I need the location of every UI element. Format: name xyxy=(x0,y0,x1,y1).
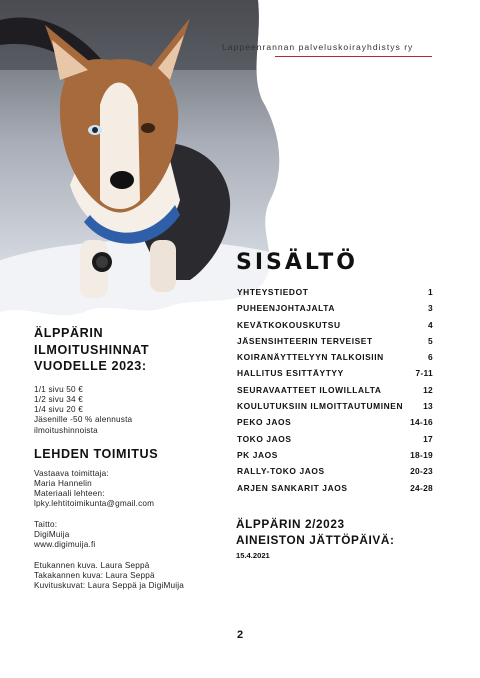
toc-page: 13 xyxy=(423,401,433,412)
table-of-contents xyxy=(237,287,433,499)
toc-page: 17 xyxy=(423,433,433,444)
toc-row xyxy=(237,434,433,450)
toc-page: 20-23 xyxy=(410,466,433,477)
toc-page: 24-28 xyxy=(410,482,433,493)
credit-line: Etukannen kuva. Laura Seppä xyxy=(34,560,150,570)
editorial-line: Materiaali lehteen: xyxy=(34,489,105,499)
toc-page: 12 xyxy=(423,384,433,395)
ad-prices-title-2: ILMOITUSHINNAT xyxy=(34,342,150,357)
ad-prices-title-3: VUODELLE 2023: xyxy=(34,359,147,373)
deadline-title-1: ÄLPPÄRIN 2/2023 xyxy=(236,517,345,531)
editorial-line: Maria Hannelin xyxy=(34,478,92,488)
toc-row xyxy=(237,483,433,499)
credit-line: Kuvituskuvat: Laura Seppä ja DigiMuija xyxy=(34,581,185,591)
price-line: 1/4 sivu 20 € xyxy=(34,405,84,415)
toc-label: KEVÄTKOKOUSKUTSU xyxy=(237,319,341,330)
toc-label: PUHEENJOHTAJALTA xyxy=(237,303,336,314)
editorial-email: lpky.lehtitoimikunta@gmail.com xyxy=(34,499,155,509)
toc-label: HALLITUS ESITTÄYTYY xyxy=(237,368,344,379)
credit-line: Takakannen kuva: Laura Seppä xyxy=(34,570,155,580)
editorial-title: LEHDEN TOIMITUS xyxy=(34,447,159,461)
toc-row xyxy=(237,417,433,433)
editorial-line: Vastaava toimittaja: xyxy=(34,468,109,478)
ad-prices-section xyxy=(34,325,224,436)
toc-page: 1 xyxy=(428,287,433,297)
editorial-section xyxy=(34,446,224,591)
price-line: ilmoitushinnoista xyxy=(34,425,98,435)
toc-label: ARJEN SANKARIT JAOS xyxy=(237,482,348,493)
page-number: 2 xyxy=(236,629,244,641)
toc-row xyxy=(237,352,433,368)
toc-page: 4 xyxy=(428,319,433,330)
accent-divider xyxy=(275,56,432,57)
organization-name: Lappeenrannan palveluskoirayhdistys ry xyxy=(222,42,414,52)
toc-title: SISÄLTÖ xyxy=(236,250,358,275)
deadline-title-2: AINEISTON JÄTTÖPÄIVÄ: xyxy=(236,532,395,547)
toc-row xyxy=(237,385,433,401)
toc-page: 14-16 xyxy=(410,417,433,428)
toc-label: PEKO JAOS xyxy=(237,417,292,428)
toc-label: TOKO JAOS xyxy=(237,433,292,444)
toc-page: 5 xyxy=(428,335,433,346)
layout-line: Taitto: xyxy=(34,519,58,529)
toc-row xyxy=(237,401,433,417)
toc-row xyxy=(237,287,433,303)
price-line: 1/2 sivu 34 € xyxy=(34,394,84,404)
toc-row xyxy=(237,336,433,352)
toc-page: 6 xyxy=(428,352,433,363)
price-line: 1/1 sivu 50 € xyxy=(34,384,84,394)
toc-label: YHTEYSTIEDOT xyxy=(237,287,309,297)
toc-row xyxy=(237,368,433,384)
toc-row xyxy=(237,466,433,482)
toc-page: 3 xyxy=(428,303,433,314)
toc-page: 18-19 xyxy=(410,449,433,460)
toc-label: SEURAVAATTEET ILOWILLALTA xyxy=(237,384,382,395)
toc-label: PK JAOS xyxy=(237,449,278,460)
toc-row xyxy=(237,303,433,319)
layout-website: www.digimuija.fi xyxy=(34,540,96,550)
toc-label: JÄSENSIHTEERIN TERVEISET xyxy=(237,335,373,346)
toc-page: 7-11 xyxy=(415,368,433,379)
layout-line: DigiMuija xyxy=(34,529,70,539)
price-line: Jäsenille -50 % alennusta xyxy=(34,415,133,425)
toc-label: KOIRANÄYTTELYYN TALKOISIIN xyxy=(237,352,384,363)
deadline-section xyxy=(236,517,436,560)
toc-label: RALLY-TOKO JAOS xyxy=(237,466,325,477)
deadline-date: 15.4.2021 xyxy=(236,551,270,560)
toc-label: KOULUTUKSIIN ILMOITTAUTUMINEN xyxy=(237,401,404,412)
toc-row xyxy=(237,450,433,466)
ad-prices-title-1: ÄLPPÄRIN xyxy=(34,326,104,340)
toc-row xyxy=(237,320,433,336)
